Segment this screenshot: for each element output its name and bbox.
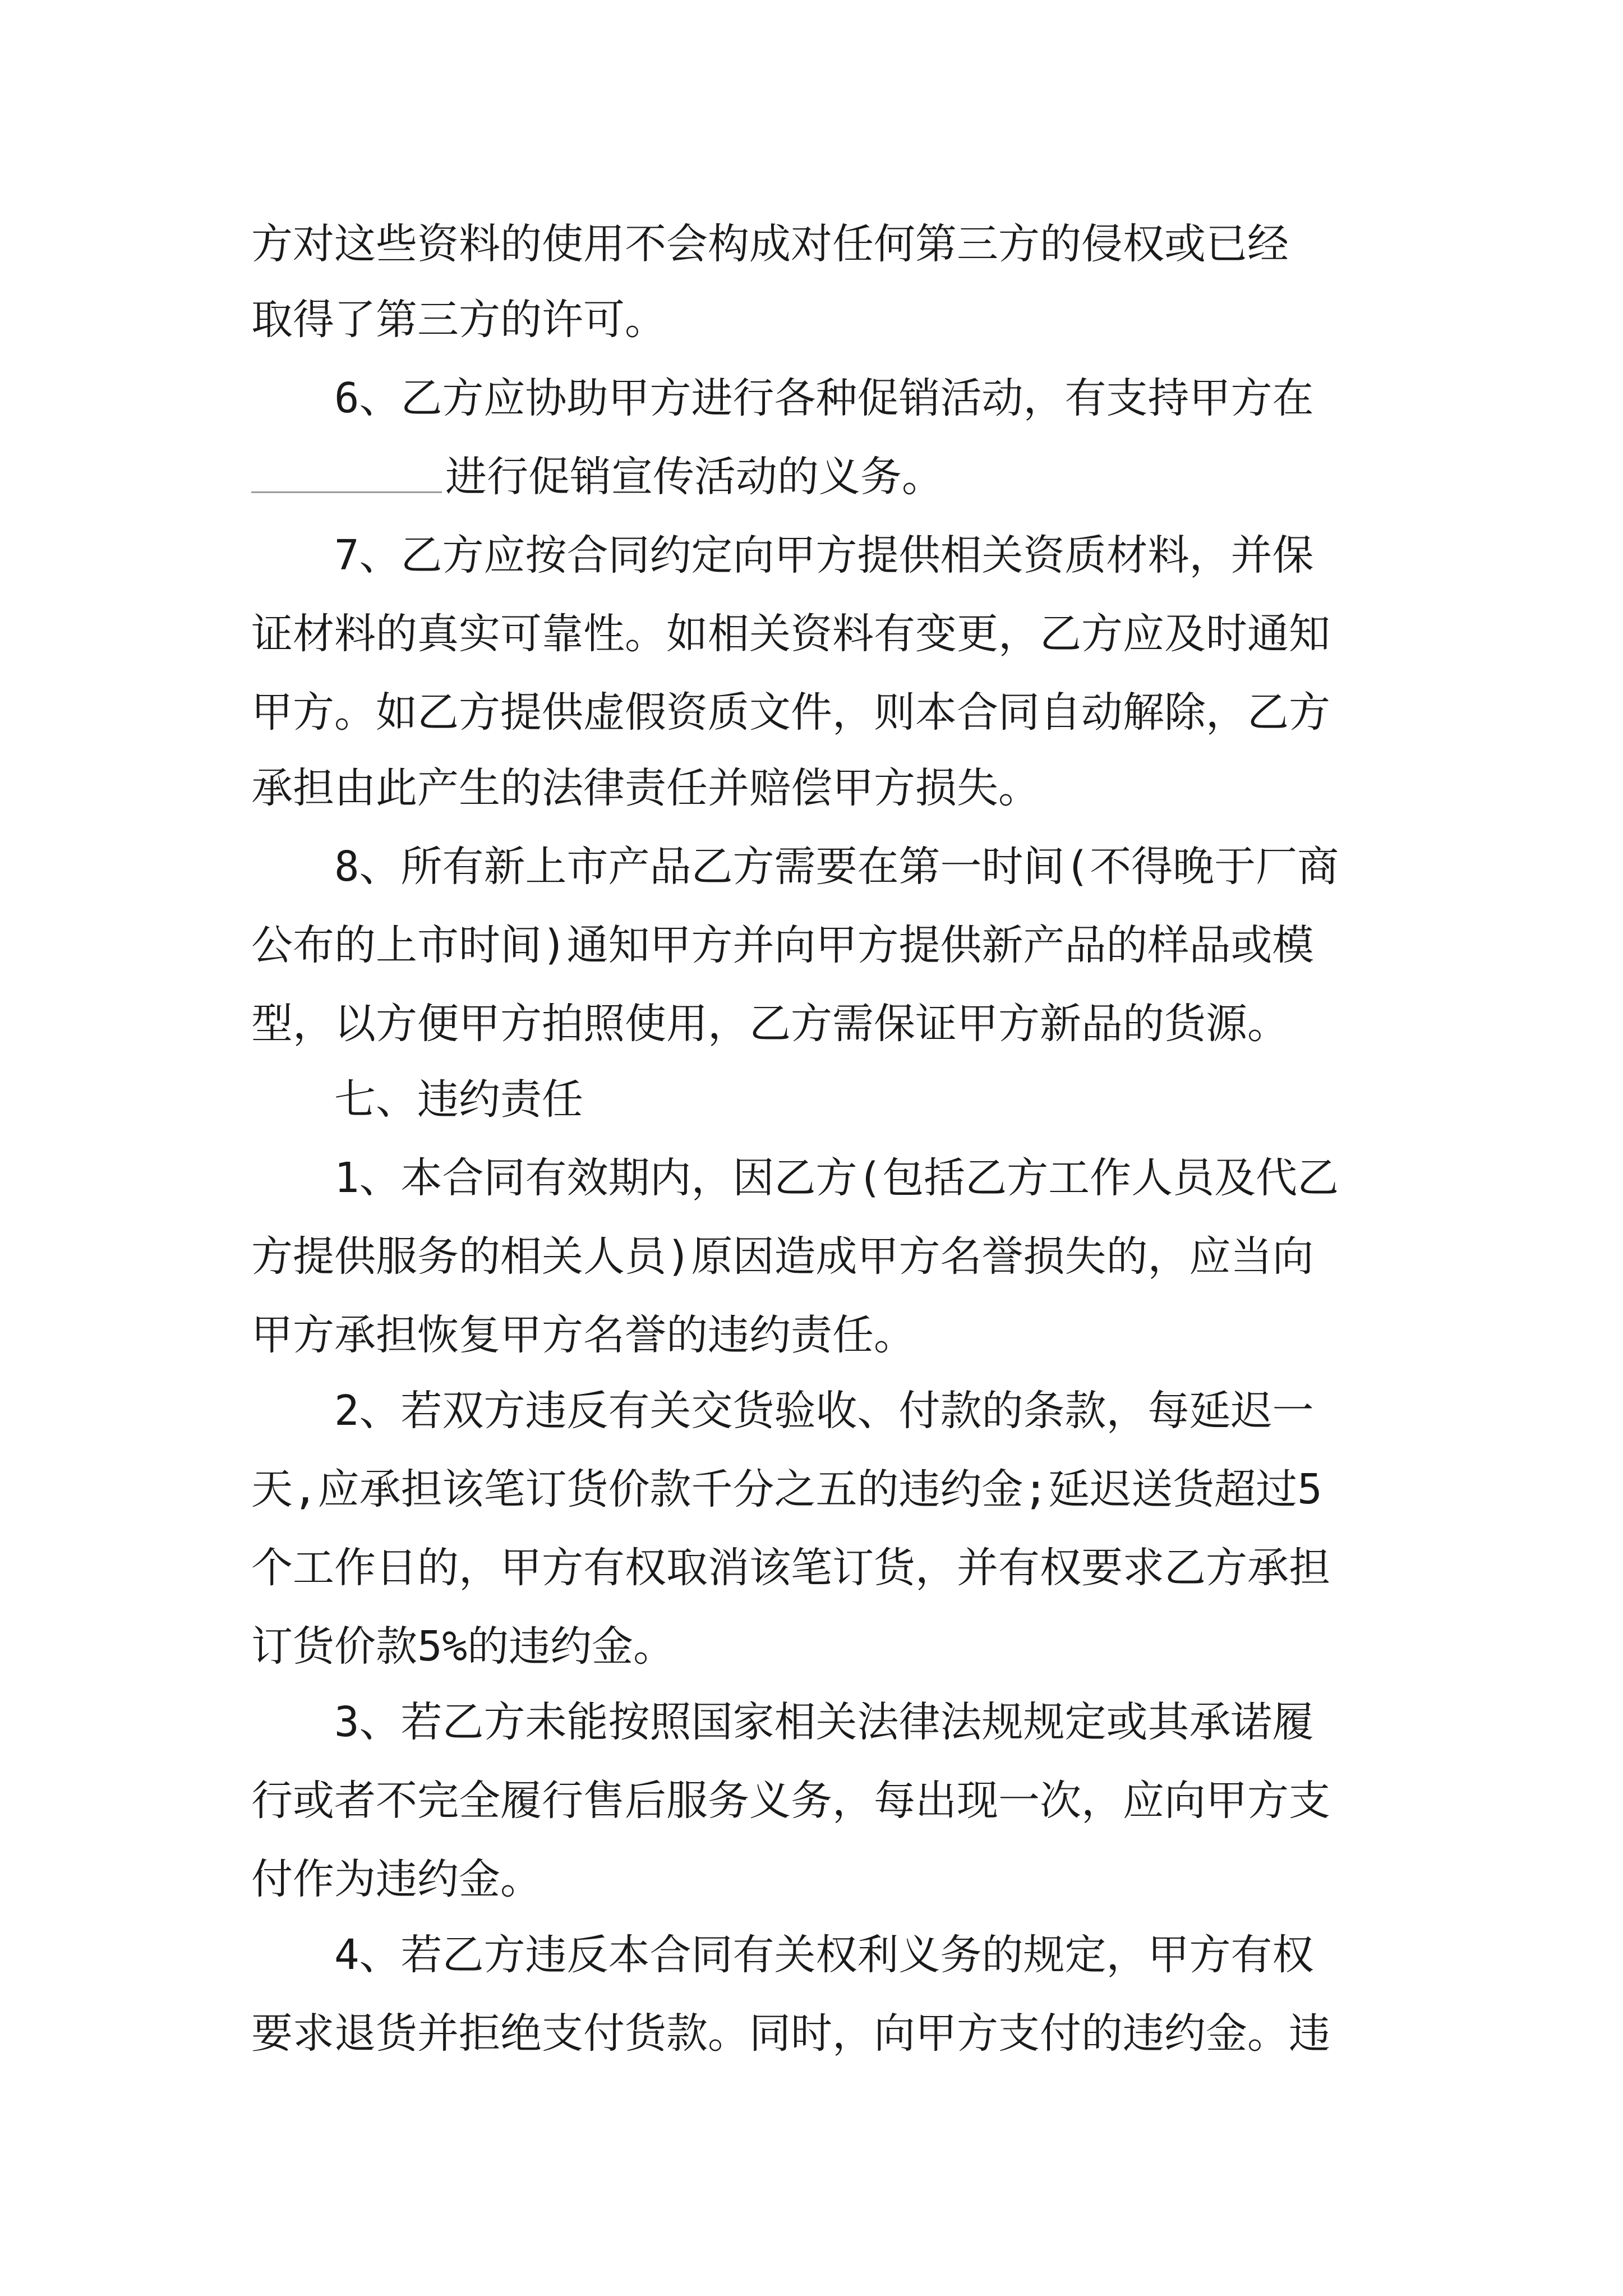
text-line: 公布的上市时间)通知甲方并向甲方提供新产品的样品或模 xyxy=(251,921,1314,969)
text-line: 6、乙方应协助甲方进行各种促销活动，有支持甲方在 xyxy=(251,374,1314,422)
text-line: 方提供服务的相关人员)原因造成甲方名誉损失的，应当向 xyxy=(251,1232,1314,1281)
text-line: 甲方承担恢复甲方名誉的违约责任。 xyxy=(251,1311,915,1359)
text-line: 天,应承担该笔订货价款千分之五的违约金;延迟送货超过5 xyxy=(251,1465,1322,1513)
text-line: 8、所有新上市产品乙方需要在第一时间(不得晚于厂商 xyxy=(251,843,1339,891)
text-line: 承担由此产生的法律责任并赔偿甲方损失。 xyxy=(251,764,1040,812)
section-heading: 七、违约责任 xyxy=(251,1075,583,1124)
text-line: 订货价款5%的违约金。 xyxy=(251,1622,675,1671)
text-line: 要求退货并拒绝支付货款。同时，向甲方支付的违约金。违 xyxy=(251,2009,1330,2058)
text-line: 3、若乙方未能按照国家相关法律法规规定或其承诺履 xyxy=(251,1698,1314,1746)
text-line: 1、本合同有效期内，因乙方(包括乙方工作人员及代乙 xyxy=(251,1154,1339,1202)
text-line: 甲方。如乙方提供虚假资质文件，则本合同自动解除，乙方 xyxy=(251,688,1330,737)
fill-in-blank[interactable] xyxy=(251,452,442,493)
text-line: 证材料的真实可靠性。如相关资料有变更，乙方应及时通知 xyxy=(251,610,1330,658)
text-line: 进行促销宣传活动的义务。 xyxy=(445,453,943,501)
text-line: 4、若乙方违反本合同有关权利义务的规定，甲方有权 xyxy=(251,1931,1314,1979)
text-line-with-blank xyxy=(251,443,1390,510)
text-line: 7、乙方应按合同约定向甲方提供相关资质材料，并保 xyxy=(251,531,1314,579)
text-line: 付作为违约金。 xyxy=(251,1855,542,1903)
text-line: 取得了第三方的许可。 xyxy=(251,296,666,344)
text-line: 型，以方便甲方拍照使用，乙方需保证甲方新品的货源。 xyxy=(251,1000,1289,1048)
text-line: 行或者不完全履行售后服务义务，每出现一次，应向甲方支 xyxy=(251,1777,1330,1825)
text-line: 方对这些资料的使用不会构成对任何第三方的侵权或已经 xyxy=(251,220,1289,268)
text-line: 2、若双方违反有关交货验收、付款的条款，每延迟一 xyxy=(251,1387,1314,1435)
text-line: 个工作日的，甲方有权取消该笔订货，并有权要求乙方承担 xyxy=(251,1544,1330,1592)
